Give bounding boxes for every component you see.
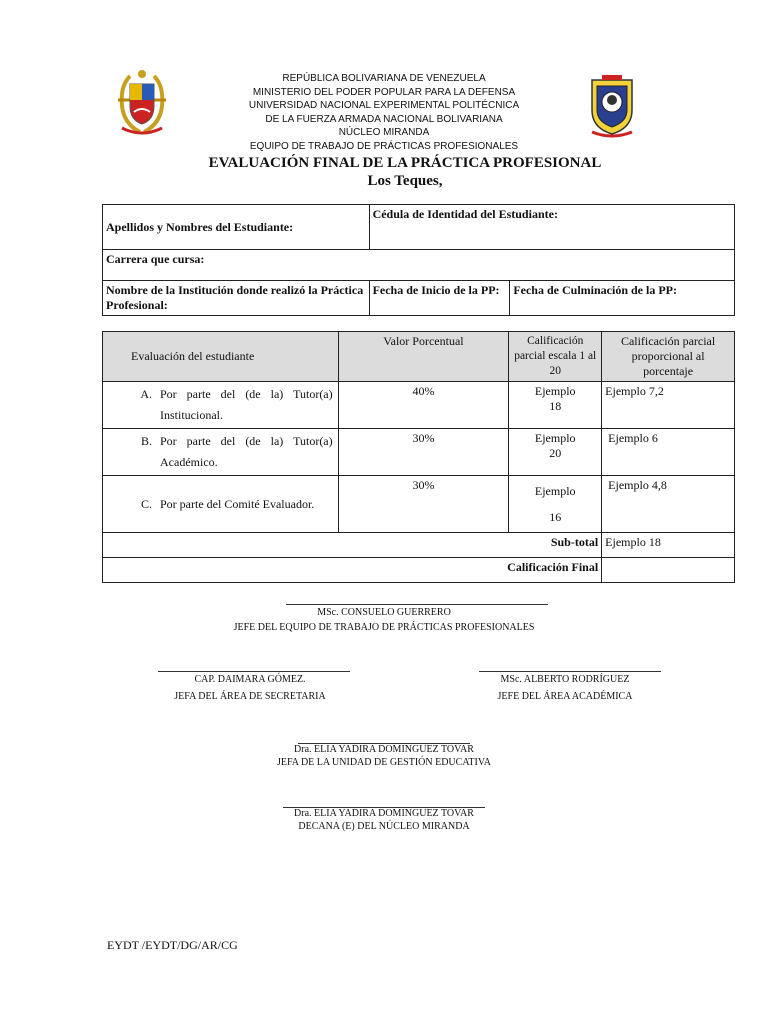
partial-score-label: Ejemplo — [534, 484, 576, 498]
student-id-label: Cédula de Identidad del Estudiante: — [372, 207, 558, 221]
student-name-field[interactable] — [103, 205, 370, 250]
subtotal-value[interactable]: Ejemplo 18 — [602, 533, 735, 558]
header-proportional-score: Calificación parcial proporcional al porcentaje — [602, 332, 735, 382]
final-grade-value[interactable] — [602, 558, 735, 583]
start-date-label: Fecha de Inicio de la PP: — [372, 283, 500, 297]
header-line: MINISTERIO DEL PODER POPULAR PARA LA DEFENSA — [252, 86, 516, 98]
partial-score-value: 20 — [549, 446, 562, 460]
partial-score-cell[interactable] — [509, 476, 602, 533]
partial-score-value: 18 — [549, 399, 562, 413]
signer-role: JEFA DE LA UNIDAD DE GESTIÓN EDUCATIVA — [276, 756, 492, 768]
proportional-score-cell[interactable]: Ejemplo 6 — [602, 429, 735, 476]
start-date-field[interactable] — [369, 281, 510, 316]
criterion-cell — [103, 476, 339, 533]
criterion-letter: C. — [140, 496, 152, 511]
table-row — [103, 382, 735, 429]
student-info-table — [102, 204, 735, 316]
end-date-label: Fecha de Culminación de la PP: — [513, 283, 677, 297]
institution-label: Nombre de la Institución donde realizó la Práctica Profesional: — [106, 283, 364, 312]
career-label: Carrera que cursa: — [106, 252, 205, 266]
document-code: EYDT /EYDT/DG/AR/CG — [107, 938, 238, 952]
signer-role: JEFA DEL ÁREA DE SECRETARIA — [174, 691, 326, 702]
header-line: EQUIPO DE TRABAJO DE PRÁCTICAS PROFESIONALES — [249, 140, 519, 152]
header-line: REPÚBLICA BOLIVARIANA DE VENEZUELA — [282, 73, 486, 84]
signature-block — [465, 671, 665, 704]
table-row — [103, 476, 735, 533]
header-student-eval: Evaluación del estudiante — [103, 332, 339, 382]
criterion-cell — [103, 429, 339, 476]
signer-name: CAP. DAIMARA GÓMEZ. — [194, 674, 306, 685]
signer-name: MSc. ALBERTO RODRÍGUEZ — [500, 674, 630, 685]
end-date-field[interactable] — [510, 281, 735, 316]
unefa-shield-icon — [588, 74, 636, 138]
institution-header — [200, 72, 568, 154]
student-id-field[interactable] — [369, 205, 734, 250]
criterion-text: Por parte del Comité Evaluador. — [160, 496, 315, 511]
header-percent: Valor Porcentual — [338, 332, 509, 382]
signer-role: JEFE DEL ÁREA ACADÉMICA — [497, 691, 633, 702]
header-line: DE LA FUERZA ARMADA NACIONAL BOLIVARIANA — [265, 113, 503, 125]
partial-score-label: Ejemplo — [534, 431, 576, 445]
percent-value: 30% — [338, 476, 509, 533]
evaluation-table — [102, 331, 735, 583]
student-name-label: Apellidos y Nombres del Estudiante: — [106, 219, 294, 234]
signer-name: Dra. ELIA YADIRA DOMINGUEZ TOVAR — [294, 744, 474, 755]
header-partial-score: Calificación parcial escala 1 al 20 — [509, 332, 602, 382]
signer-role: JEFE DEL EQUIPO DE TRABAJO DE PRÁCTICAS PROFESIONALES — [233, 622, 535, 633]
proportional-score-cell[interactable]: Ejemplo 4,8 — [602, 476, 735, 533]
signature-block — [220, 604, 548, 635]
partial-score-label: Ejemplo — [534, 384, 576, 398]
partial-score-cell[interactable] — [509, 382, 602, 429]
career-field[interactable] — [103, 250, 735, 281]
table-row — [103, 429, 735, 476]
criterion-text: Por parte del (de la) Tutor(a) Institucional. — [160, 387, 333, 422]
signature-block — [264, 807, 504, 833]
criterion-cell — [103, 382, 339, 429]
signature-block — [264, 743, 504, 769]
partial-score-cell[interactable] — [509, 429, 602, 476]
subtotal-label: Sub-total — [103, 533, 602, 558]
signer-name: MSc. CONSUELO GUERRERO — [317, 607, 451, 618]
document-title: EVALUACIÓN FINAL DE LA PRÁCTICA PROFESIONAL — [208, 155, 602, 171]
criterion-text: Por parte del (de la) Tutor(a) Académico. — [160, 434, 333, 469]
signer-name: Dra. ELIA YADIRA DOMINGUEZ TOVAR — [294, 808, 474, 819]
venezuela-coat-of-arms-icon — [112, 66, 172, 138]
final-grade-label: Calificación Final — [103, 558, 602, 583]
document-subtitle: Los Teques, — [367, 173, 443, 189]
signer-role: DECANA (E) DEL NÚCLEO MIRANDA — [298, 820, 470, 832]
institution-field[interactable] — [103, 281, 370, 316]
proportional-score-cell[interactable]: Ejemplo 7,2 — [602, 382, 735, 429]
percent-value: 30% — [338, 429, 509, 476]
criterion-letter: B. — [140, 434, 152, 448]
header-line: UNIVERSIDAD NACIONAL EXPERIMENTAL POLITÉCNICA — [248, 100, 520, 112]
criterion-letter: A. — [140, 387, 152, 401]
header-line: NÚCLEO MIRANDA — [338, 127, 430, 139]
partial-score-value: 16 — [549, 510, 562, 524]
signature-block — [150, 671, 350, 704]
percent-value: 40% — [338, 382, 509, 429]
